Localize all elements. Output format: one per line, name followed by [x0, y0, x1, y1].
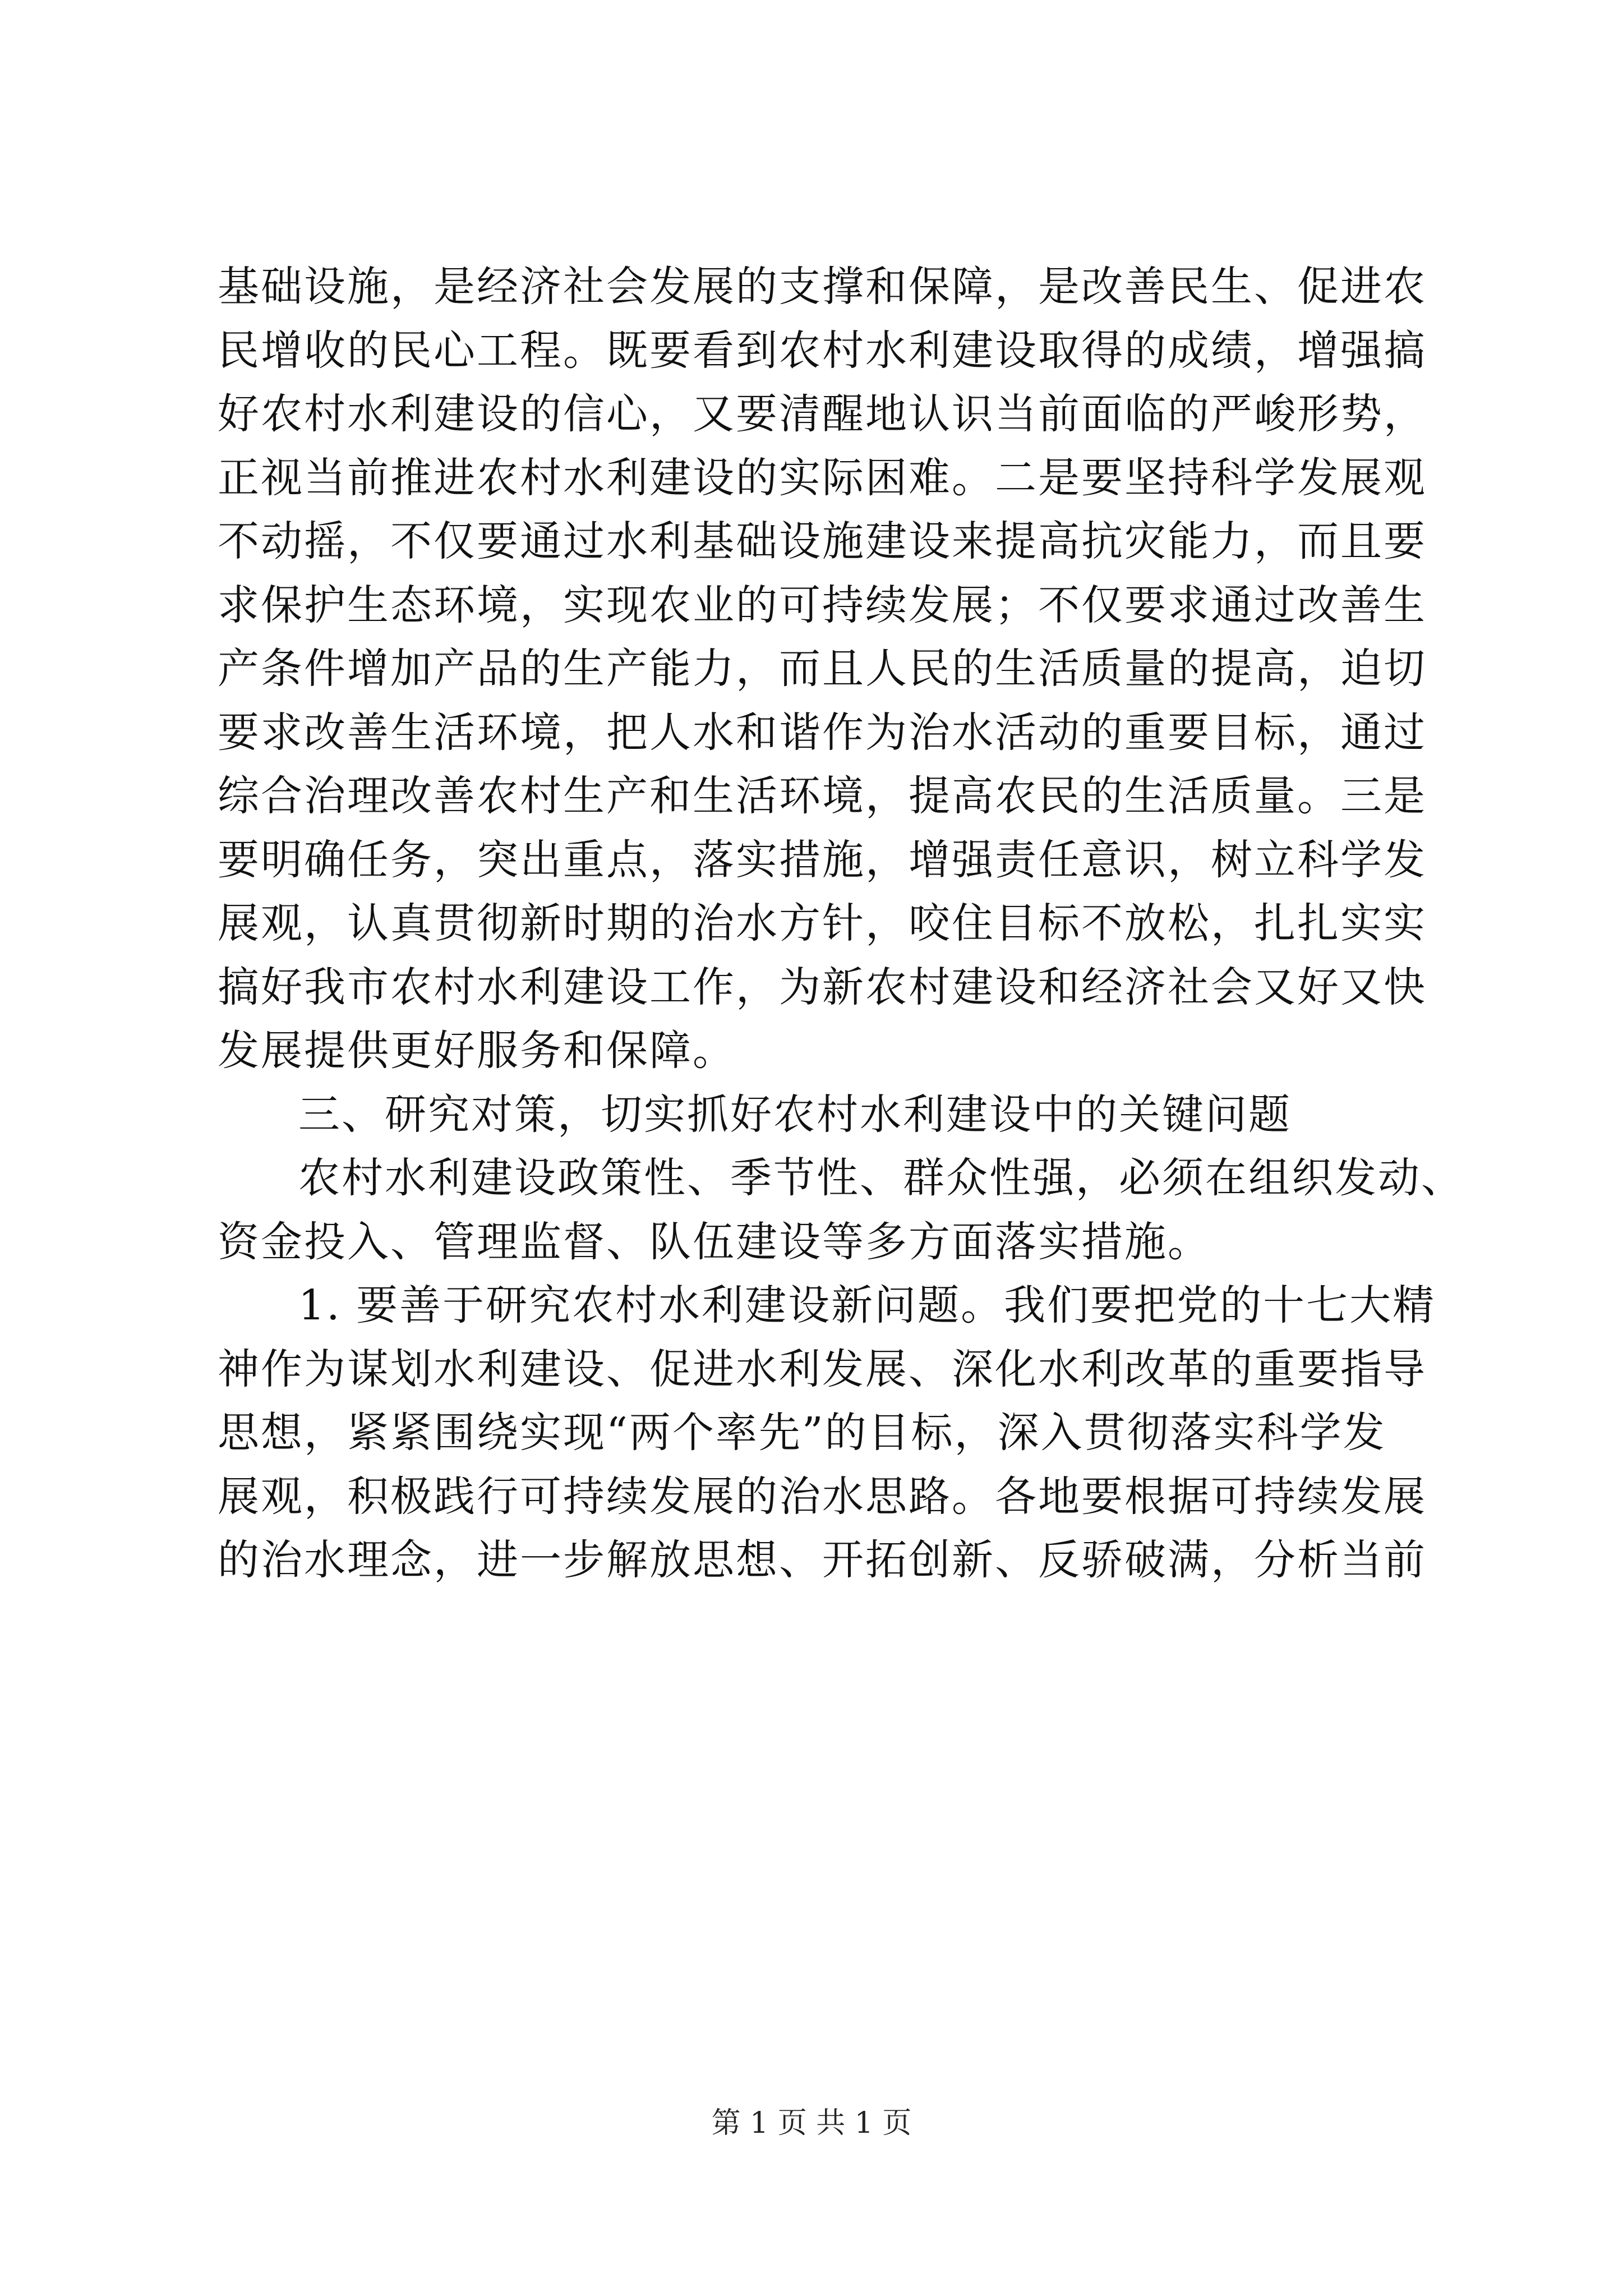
text-line: 思想，紧紧围绕实现“两个率先”的目标，深入贯彻落实科学发 — [218, 1409, 1386, 1457]
text-line: 发展提供更好服务和保障。 — [218, 1027, 736, 1075]
page-footer: 第 1 页 共 1 页 — [711, 2106, 912, 2140]
text-line: 综合治理改善农村生产和生活环境，提高农民的生活质量。三是 — [218, 772, 1427, 820]
text-line: 正视当前推进农村水利建设的实际困难。二是要坚持科学发展观 — [218, 453, 1427, 502]
text-line: 产条件增加产品的生产能力，而且人民的生活质量的提高，迫切 — [218, 645, 1427, 693]
text-line: 农村水利建设政策性、季节性、群众性强，必须在组织发动、 — [298, 1154, 1464, 1202]
text-line: 搞好我市农村水利建设工作，为新农村建设和经济社会又好又快 — [218, 963, 1427, 1011]
text-line: 三、研究对策，切实抓好农村水利建设中的关键问题 — [298, 1090, 1292, 1139]
text-line: 展观，认真贯彻新时期的治水方针，咬住目标不放松，扎扎实实 — [218, 899, 1427, 947]
text-line: 基础设施，是经济社会发展的支撑和保障，是改善民生、促进农 — [218, 263, 1427, 311]
text-line: 要求改善生活环境，把人水和谐作为治水活动的重要目标，通过 — [218, 708, 1427, 757]
text-line: 的治水理念，进一步解放思想、开拓创新、反骄破满，分析当前 — [218, 1536, 1427, 1584]
text-line: 1. 要善于研究农村水利建设新问题。我们要把党的十七大精 — [298, 1281, 1436, 1329]
text-line: 不动摇，不仅要通过水利基础设施建设来提高抗灾能力，而且要 — [218, 517, 1427, 565]
text-line: 要明确任务，突出重点，落实措施，增强责任意识，树立科学发 — [218, 835, 1427, 884]
document-body — [218, 255, 1464, 1593]
text-line: 好农村水利建设的信心，又要清醒地认识当前面临的严峻形势， — [218, 390, 1427, 438]
text-line: 神作为谋划水利建设、促进水利发展、深化水利改革的重要指导 — [218, 1345, 1427, 1393]
text-line: 资金投入、管理监督、队伍建设等多方面落实措施。 — [218, 1217, 1211, 1266]
text-line: 展观，积极践行可持续发展的治水思路。各地要根据可持续发展 — [218, 1472, 1427, 1521]
text-line: 民增收的民心工程。既要看到农村水利建设取得的成绩，增强搞 — [218, 326, 1427, 375]
text-line: 求保护生态环境，实现农业的可持续发展；不仅要求通过改善生 — [218, 581, 1427, 629]
